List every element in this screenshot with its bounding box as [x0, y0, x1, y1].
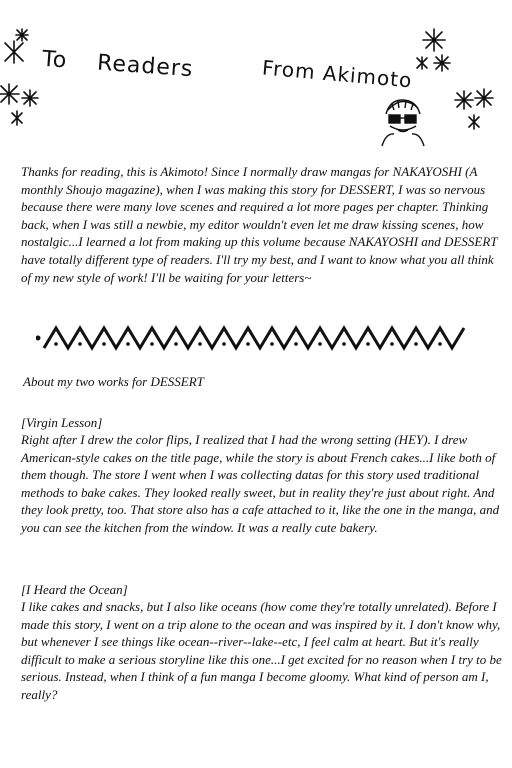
zigzag-divider [36, 322, 466, 356]
section-body: I like cakes and snacks, but I also like oceans (how come they're totally unrelated). Before I made this story, I went on a trip alone to the ocean and was inspired by it. I don't know why, but whenever I see things like ocean--river--lake--etc, I feel calm at heart. But it's really difficult to make a serious storyline like this one...I get excited for no reason when I try to be serious. Instead, when I think of a fun manga I become gloomy. What kind of person am I, really? [21, 599, 502, 702]
star-icon [455, 91, 473, 109]
section-title: [Virgin Lesson] [21, 415, 103, 430]
star-icon [22, 90, 38, 106]
star-icon [423, 29, 445, 51]
star-icon [5, 41, 23, 63]
star-icon [417, 57, 427, 69]
section-title: [I Heard the Ocean] [21, 582, 128, 597]
star-icon [475, 89, 493, 107]
title-to: To [41, 46, 69, 74]
star-icon [16, 29, 28, 41]
author-avatar-icon [368, 88, 438, 148]
about-heading: About my two works for DESSERT [23, 374, 204, 389]
title-from-akimoto: From Akimoto [261, 55, 414, 93]
section-body: Right after I drew the color flips, I realized that I had the wrong setting (HEY). I drew American-style cakes on the title page, while the story is about French cakes...I like both of them though. The store I went when I was collecting datas for this story used traditional methods to bake cakes. They looked really sweet, but in reality they're just about right. And they look pretty, too. That store also has a cafe attached to it, like the one in the manga, and you can see the kitchen from the window. It was a really cute bakery. [21, 432, 500, 535]
intro-paragraph: Thanks for reading, this is Akimoto! Since I normally draw mangas for NAKAYOSHI (A monthly Shoujo magazine), when I was making this story for DESSERT, I was so nervous because there were many love scenes and required a lot more pages per chapter. Thinking back, when I was still a newbie, my editor wouldn't even let me draw kissing scenes, how nostalgic...I learned a lot from making up this volume because NAKAYOSHI and DESSERT have totally different type of readers. I'll try my best, and I want to know what you all think of my new style of work! I'll be waiting for your letters~ [21, 164, 498, 285]
star-icon [12, 111, 22, 125]
title-readers: Readers [96, 50, 195, 83]
star-icon [469, 115, 479, 129]
star-icon [434, 55, 450, 71]
star-icon [0, 84, 19, 104]
